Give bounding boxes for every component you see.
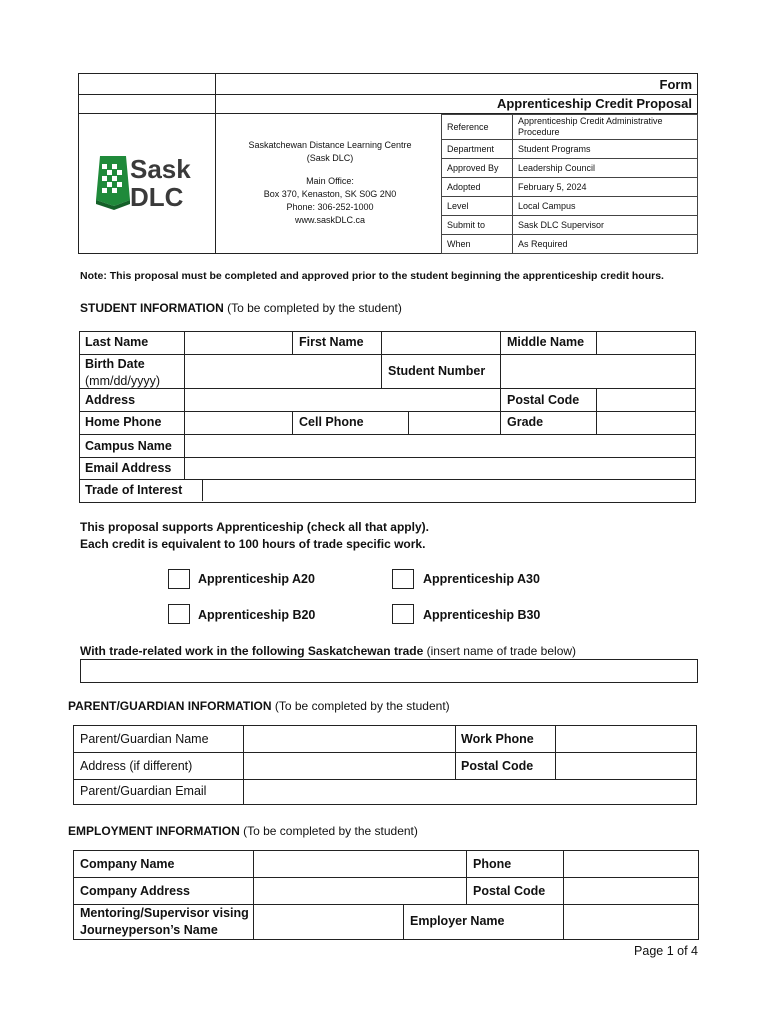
- proposal-line-2: Each credit is equivalent to 100 hours of trade specific work.: [80, 537, 426, 551]
- meta-key: Approved By: [442, 159, 513, 178]
- email-label: Email Address: [85, 461, 172, 475]
- work-phone-label: Work Phone: [461, 732, 534, 746]
- trade-name-input[interactable]: [80, 659, 698, 683]
- meta-row: [442, 216, 698, 235]
- meta-key: Reference: [442, 115, 513, 140]
- mentor-name-input[interactable]: [254, 905, 402, 938]
- meta-row: [442, 159, 698, 178]
- option-b30-label: Apprenticeship B30: [423, 608, 541, 622]
- form-label: Form: [659, 77, 692, 92]
- parent-postal-code-input[interactable]: [556, 753, 694, 779]
- parent-name-input[interactable]: [244, 726, 454, 752]
- checkbox-b20[interactable]: [168, 604, 190, 624]
- company-phone-input[interactable]: [564, 851, 696, 877]
- logo-mark-icon: [94, 154, 132, 212]
- company-name-input[interactable]: [254, 851, 465, 877]
- meta-value: Leadership Council: [513, 159, 698, 178]
- page-number: Page 1 of 4: [634, 944, 698, 958]
- meta-row: [442, 115, 698, 140]
- grade-label: Grade: [507, 415, 544, 429]
- meta-row: [442, 235, 698, 254]
- birth-date-label: Birth Date (mm/dd/yyyy): [85, 357, 160, 388]
- company-name-label: Company Name: [80, 857, 175, 871]
- address-label: Address: [85, 393, 136, 407]
- parent-section-heading: PARENT/GUARDIAN INFORMATION (To be completed by the student): [68, 699, 450, 713]
- proposal-line-1: This proposal supports Apprenticeship (check all that apply).: [80, 520, 429, 534]
- logo-text-sask: Sask: [130, 154, 191, 184]
- trade-interest-input[interactable]: [203, 481, 693, 501]
- meta-value: Sask DLC Supervisor: [513, 216, 698, 235]
- meta-value: Local Campus: [513, 197, 698, 216]
- grade-input[interactable]: [597, 413, 693, 434]
- employment-section-heading: EMPLOYMENT INFORMATION (To be completed by the student): [68, 824, 418, 838]
- work-phone-input[interactable]: [556, 726, 694, 752]
- meta-key: Department: [442, 140, 513, 159]
- company-address-label: Company Address: [80, 884, 190, 898]
- mentor-label: Mentoring/Supervisor vising Journeyperson’s Name: [80, 906, 249, 937]
- checkbox-a30[interactable]: [392, 569, 414, 589]
- meta-value: Student Programs: [513, 140, 698, 159]
- company-postal-code-label: Postal Code: [473, 884, 546, 898]
- option-a20-label: Apprenticeship A20: [198, 572, 315, 586]
- cell-phone-input[interactable]: [409, 413, 499, 434]
- completion-note: Note: This proposal must be completed and approved prior to the student beginning the apprenticeship credit hours.: [80, 270, 664, 282]
- parent-address-label: Address (if different): [80, 759, 193, 773]
- postal-code-input[interactable]: [597, 390, 693, 411]
- meta-key: When: [442, 235, 513, 254]
- home-phone-label: Home Phone: [85, 415, 162, 429]
- parent-name-label: Parent/Guardian Name: [80, 732, 209, 746]
- meta-row: [442, 197, 698, 216]
- last-name-label: Last Name: [85, 335, 149, 349]
- postal-code-label: Postal Code: [507, 393, 580, 407]
- student-section-heading: STUDENT INFORMATION (To be completed by the student): [80, 301, 402, 315]
- first-name-input[interactable]: [382, 332, 499, 354]
- trade-interest-label: Trade of Interest: [85, 483, 183, 497]
- campus-name-label: Campus Name: [85, 439, 172, 453]
- org-name: Saskatchewan Distance Learning Centre: [248, 140, 412, 150]
- meta-value: Apprenticeship Credit Administrative Procedure: [513, 115, 698, 140]
- meta-value: As Required: [513, 235, 698, 254]
- home-phone-input[interactable]: [185, 413, 291, 434]
- company-address-input[interactable]: [254, 878, 465, 904]
- last-name-input[interactable]: [185, 332, 291, 354]
- meta-key: Submit to: [442, 216, 513, 235]
- meta-value: February 5, 2024: [513, 178, 698, 197]
- parent-address-input[interactable]: [244, 753, 454, 779]
- birth-date-input[interactable]: [185, 356, 380, 388]
- address-input[interactable]: [185, 390, 499, 411]
- org-phone: Phone: 306-252-1000: [286, 202, 374, 212]
- student-number-input[interactable]: [501, 356, 694, 388]
- email-input[interactable]: [185, 459, 693, 479]
- org-website: www.saskDLC.ca: [294, 215, 366, 225]
- employer-name-input[interactable]: [564, 905, 696, 938]
- company-postal-code-input[interactable]: [564, 878, 696, 904]
- meta-row: [442, 178, 698, 197]
- parent-email-label: Parent/Guardian Email: [80, 784, 207, 798]
- trade-prompt: With trade-related work in the following Saskatchewan trade (insert name of trade below): [80, 644, 577, 658]
- sask-dlc-logo: [94, 152, 194, 214]
- company-phone-label: Phone: [473, 857, 512, 871]
- meta-key: Level: [442, 197, 513, 216]
- employer-name-label: Employer Name: [410, 914, 505, 928]
- logo-text-dlc: DLC: [130, 182, 184, 212]
- parent-email-input[interactable]: [244, 780, 694, 803]
- org-address: Box 370, Kenaston, SK S0G 2N0: [263, 189, 397, 199]
- first-name-label: First Name: [299, 335, 364, 349]
- cell-phone-label: Cell Phone: [299, 415, 364, 429]
- checkbox-a20[interactable]: [168, 569, 190, 589]
- org-abbr: (Sask DLC): [306, 153, 354, 163]
- student-number-label: Student Number: [388, 364, 486, 378]
- meta-key: Adopted: [442, 178, 513, 197]
- meta-row: [442, 140, 698, 159]
- middle-name-input[interactable]: [597, 332, 693, 354]
- parent-postal-code-label: Postal Code: [461, 759, 534, 773]
- middle-name-label: Middle Name: [507, 335, 585, 349]
- main-office-label: Main Office:: [306, 176, 354, 186]
- policy-meta-table: [441, 114, 698, 254]
- option-b20-label: Apprenticeship B20: [198, 608, 316, 622]
- form-title: Apprenticeship Credit Proposal: [496, 96, 692, 111]
- campus-name-input[interactable]: [185, 436, 693, 457]
- checkbox-b30[interactable]: [392, 604, 414, 624]
- option-a30-label: Apprenticeship A30: [423, 572, 540, 586]
